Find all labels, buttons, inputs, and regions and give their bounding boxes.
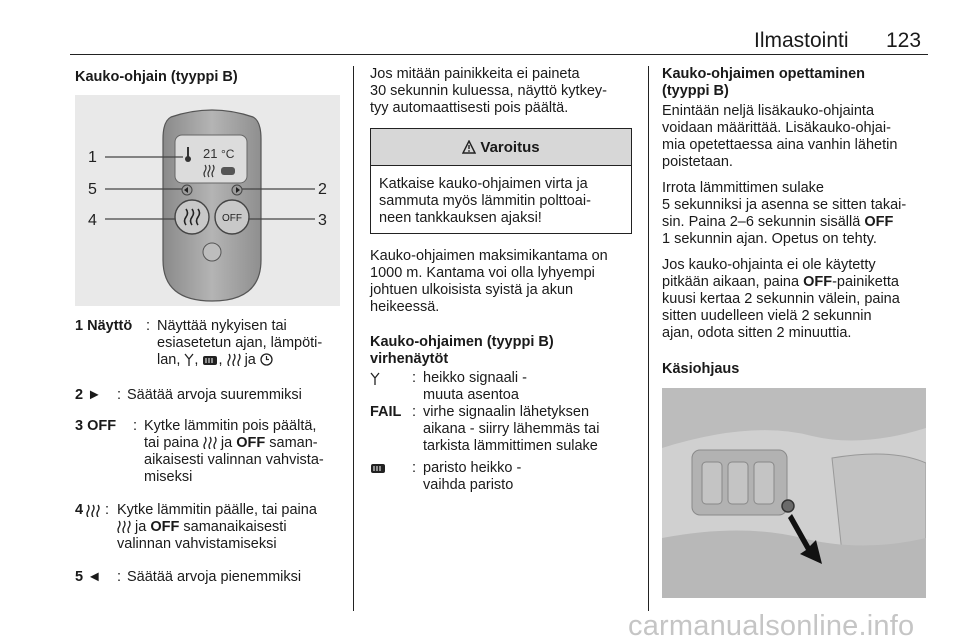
callout-2: 2 — [318, 181, 327, 198]
legend-item-1: 1 Näyttö : Näyttää nykyisen tai esiasetetun ajan, lämpöti- lan, , , ja — [75, 318, 345, 374]
indicator-signal: : heikko signaali - muuta asentoa — [370, 370, 640, 406]
teaching-paragraph-2: Irrota lämmittimen sulake 5 sekunniksi ja asenna se sitten takai- sin. Paina 2–6 sekunnin sisällä OFF 1 sekunnin ajan. Opetus on tehty. — [662, 180, 907, 247]
callout-1: 1 — [88, 149, 97, 166]
warning-header — [371, 129, 631, 166]
off-button-label: OFF — [222, 213, 242, 224]
indicators-heading: Kauko-ohjaimen (tyyppi B) virhenäytöt — [370, 334, 554, 367]
watermark: carmanualsonline.info — [628, 610, 915, 642]
warning-box — [370, 128, 632, 234]
manual-heater-button[interactable] — [782, 500, 794, 512]
indicator-fail: FAIL : virhe signaalin lähetyksen aikana - siirry lähemmäs tai tarkista lämmittimen sulake — [370, 404, 600, 454]
display-unit: °C — [221, 147, 235, 161]
column-divider-1 — [353, 66, 354, 611]
heat-icon — [86, 504, 100, 517]
remote-figure — [75, 95, 340, 306]
remote-control-illustration — [75, 95, 340, 306]
remote-heading: Kauko-ohjain (tyyppi B) — [75, 69, 238, 85]
legend-term: 1 Näyttö — [75, 318, 133, 334]
indicator-battery: : paristo heikko - vaihda paristo — [370, 460, 640, 496]
heat-icon — [117, 520, 131, 533]
header-rule — [70, 54, 928, 55]
battery-icon — [202, 354, 218, 366]
callout-4: 4 — [88, 212, 97, 229]
dashboard-illustration — [662, 388, 926, 598]
teaching-paragraph-3: Jos kauko-ohjainta ei ole käytetty pitkään aikaan, paina OFF-painiketta kuusi kertaa 2 sekunnin välein, paina sitten uudelleen vielä 2 sekunnin ajan, odota sitten 2 minuuttia. — [662, 257, 900, 341]
battery-icon — [370, 462, 386, 474]
legend-list — [75, 318, 345, 588]
teaching-paragraph-1: Enintään neljä lisäkauko-ohjainta voidaan määrittää. Lisäkauko-ohjai- mia opetettaessa aina vanhin lähetin poistetaan. — [662, 103, 898, 170]
heat-icon — [227, 353, 241, 366]
legend-desc: Näyttää nykyisen tai esiasetetun ajan, lämpöti- lan, , , ja — [157, 318, 323, 368]
indicator-list — [370, 370, 640, 510]
section-title: Ilmastointi — [754, 29, 849, 52]
antenna-icon — [370, 372, 380, 385]
legend-item-4: 4 : Kytke lämmitin päälle, tai paina ja OFF samanaikaisesti valinnan vahvistamiseksi — [75, 502, 317, 552]
column-divider-2 — [648, 66, 649, 611]
callout-5: 5 — [88, 181, 97, 198]
warning-title: Varoitus — [480, 138, 540, 156]
teaching-heading: Kauko-ohjaimen opettaminen (tyyppi B) — [662, 66, 866, 99]
warning-text: Katkaise kauko-ohjaimen virta ja sammuta myös lämmitin polttoai- neen tankkauksen ajaksi! — [379, 176, 591, 226]
heat-icon — [203, 436, 217, 449]
range-paragraph: Kauko-ohjaimen maksimikantama on 1000 m. Kantama voi olla lyhyempi johtuen ulkoisista syistä ja akun heikeessä. — [370, 248, 608, 315]
warning-icon — [462, 140, 476, 154]
clock-icon — [260, 353, 273, 366]
page-number: 123 — [886, 29, 922, 52]
antenna-icon — [184, 353, 194, 366]
legend-item-3: 3 OFF : Kytke lämmitin pois päältä, tai paina ja OFF saman- aikaisesti valinnan vahvista- miseksi — [75, 418, 324, 485]
bottom-button[interactable] — [203, 243, 221, 261]
legend-item-2: 2 ► : Säätää arvoja suuremmiksi — [75, 387, 302, 403]
auto-off-paragraph: Jos mitään painikkeita ei paineta 30 sekunnin kuluessa, näyttö kytkey- tyy automaattisesti pois päältä. — [370, 66, 607, 116]
manual-figure — [662, 388, 926, 598]
battery-icon — [221, 167, 235, 175]
manual-heading: Käsiohjaus — [662, 361, 740, 377]
legend-item-5: 5 ◄ : Säätää arvoja pienemmiksi — [75, 569, 302, 585]
callout-3: 3 — [318, 212, 327, 229]
display-temp: 21 — [203, 146, 218, 161]
